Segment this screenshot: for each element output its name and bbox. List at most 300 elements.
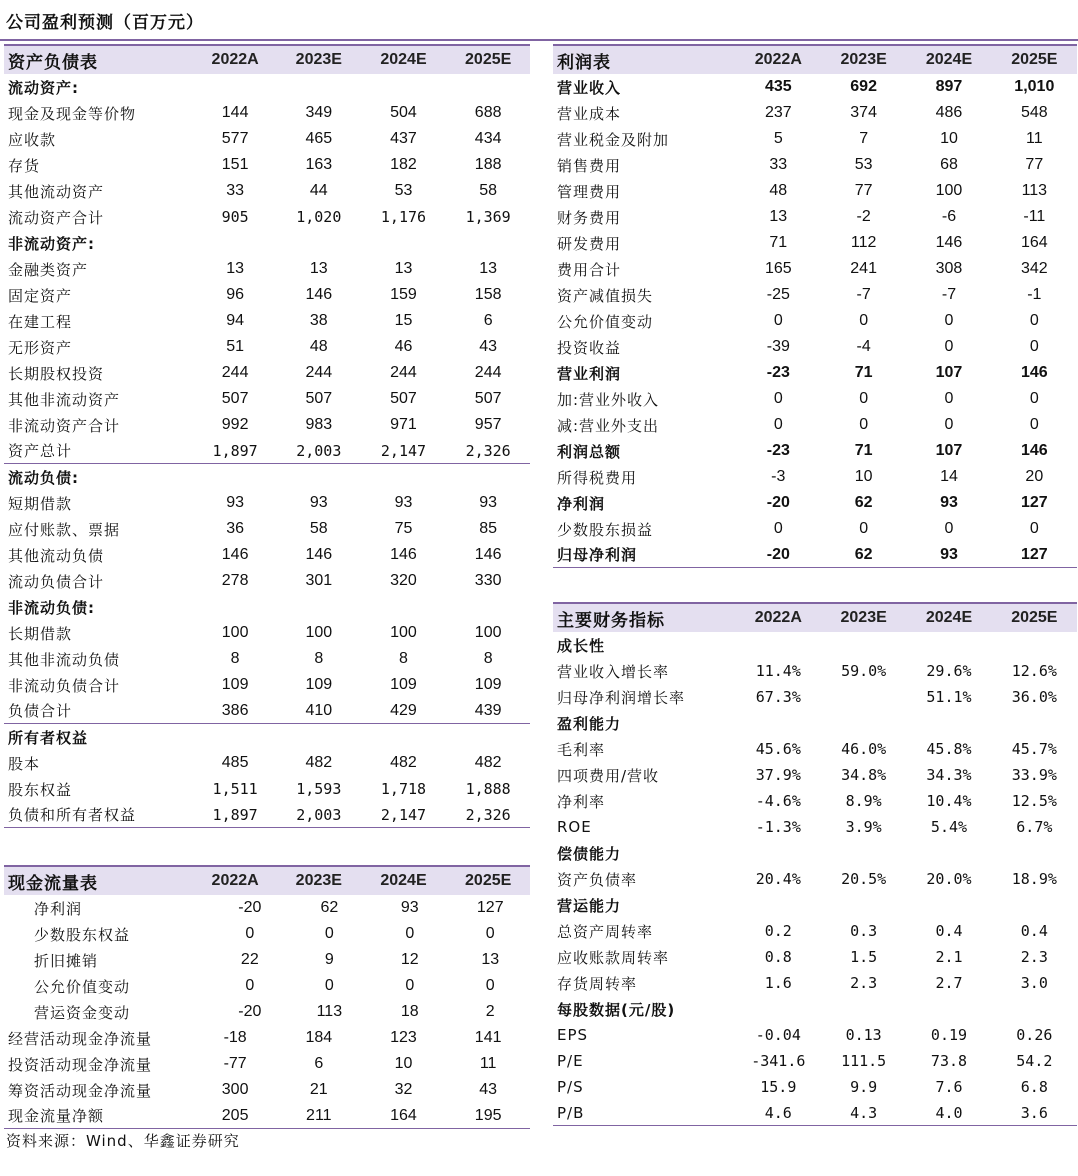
balance-sheet-header xyxy=(4,44,530,74)
row-label: 其他非流动负债 xyxy=(8,650,121,669)
cell-value: 0 xyxy=(1029,520,1039,537)
table-row xyxy=(553,412,1077,438)
cell-value: 465 xyxy=(305,130,333,147)
table-row xyxy=(4,802,530,828)
cell-value: 0 xyxy=(944,416,954,433)
table-row xyxy=(4,126,530,152)
cell-value: 0.4 xyxy=(1020,922,1048,940)
cell-value: 2,326 xyxy=(465,441,511,460)
cell-value: -20 xyxy=(766,494,790,511)
cell-value: 2,003 xyxy=(296,805,342,824)
cell-value: 374 xyxy=(850,104,877,121)
cell-value: 300 xyxy=(221,1081,249,1098)
cell-value: 5 xyxy=(773,130,783,147)
row-label: 筹资活动现金净流量 xyxy=(8,1081,153,1100)
cell-value: 410 xyxy=(305,701,333,719)
cell-value: 8 xyxy=(483,650,493,667)
row-label: 所有者权益 xyxy=(8,728,89,747)
cell-value: 2,003 xyxy=(296,441,342,460)
table-row xyxy=(553,490,1077,516)
row-label: ROE xyxy=(557,818,592,836)
cell-value: 93 xyxy=(309,494,328,511)
table-row xyxy=(4,386,530,412)
cell-value: 7 xyxy=(859,130,869,147)
table-row xyxy=(4,438,530,464)
cell-value: 93 xyxy=(940,545,958,563)
table-row xyxy=(553,204,1077,230)
row-label: 短期借款 xyxy=(8,494,73,513)
section-row xyxy=(553,840,1077,866)
cell-value: -3 xyxy=(771,468,786,485)
row-label: 股东权益 xyxy=(8,780,73,799)
income-statement-table xyxy=(553,44,1077,568)
cell-value: 107 xyxy=(935,442,963,459)
row-label: 净利率 xyxy=(557,792,606,811)
cell-value: 146 xyxy=(390,546,417,563)
cell-value: 1,010 xyxy=(1014,78,1055,95)
cell-value: 1,511 xyxy=(212,780,258,798)
cell-value: 58 xyxy=(309,520,328,537)
row-label: 现金及现金等价物 xyxy=(8,104,137,123)
row-label: 折旧摊销 xyxy=(34,951,99,970)
cell-value: 0 xyxy=(324,925,334,942)
section-row xyxy=(553,996,1077,1022)
cell-value: 278 xyxy=(221,572,249,589)
cell-value: 127 xyxy=(1020,545,1048,563)
table-row xyxy=(553,282,1077,308)
cell-value: 53 xyxy=(394,182,413,199)
cell-value: 29.6% xyxy=(926,662,972,680)
row-label: 流动资产: xyxy=(8,78,79,97)
table-row xyxy=(4,672,530,698)
row-label: 销售费用 xyxy=(557,156,622,175)
cell-value: 127 xyxy=(476,899,504,916)
cell-value: 67.3% xyxy=(755,688,801,706)
table-row xyxy=(553,74,1077,100)
cell-value: 308 xyxy=(935,260,963,277)
row-label: 所得税费用 xyxy=(557,468,638,487)
cell-value: 45.8% xyxy=(926,740,972,758)
cell-value: 0 xyxy=(324,977,334,994)
section-row xyxy=(553,892,1077,918)
table-row xyxy=(553,360,1077,386)
cell-value: 6.7% xyxy=(1016,818,1053,836)
section-row xyxy=(4,74,530,100)
cell-value: 146 xyxy=(935,234,963,251)
year-header: 2025E xyxy=(1011,609,1058,626)
cell-value: 0 xyxy=(485,977,495,994)
table-row xyxy=(553,970,1077,996)
cell-value: 94 xyxy=(226,312,245,329)
row-label: 营业利润 xyxy=(557,364,622,383)
cell-value: 3.6 xyxy=(1020,1103,1048,1122)
year-header: 2023E xyxy=(840,51,887,68)
cell-value: -20 xyxy=(238,1003,262,1020)
cell-value: 0.26 xyxy=(1016,1026,1053,1044)
cell-value: 33 xyxy=(769,156,788,173)
cash-flow-table xyxy=(4,865,530,1129)
cell-value: 1,593 xyxy=(296,780,342,798)
income-statement-title: 利润表 xyxy=(557,52,611,73)
row-label: 费用合计 xyxy=(557,260,622,279)
cell-value: 109 xyxy=(474,676,502,693)
cell-value: 45.7% xyxy=(1011,740,1057,758)
source-note: 资料来源：Wind、华鑫证券研究 xyxy=(6,1132,240,1150)
table-row xyxy=(4,620,530,646)
row-label: 投资活动现金净流量 xyxy=(8,1055,153,1074)
cell-value: 439 xyxy=(474,701,502,719)
cell-value: 0 xyxy=(859,312,869,329)
cell-value: 96 xyxy=(226,286,245,303)
row-label: 投资收益 xyxy=(557,338,622,357)
cell-value: 0 xyxy=(405,977,415,994)
cell-value: 692 xyxy=(850,78,877,95)
table-row xyxy=(553,684,1077,710)
cell-value: 71 xyxy=(769,234,788,251)
cell-value: 100 xyxy=(221,624,249,641)
cell-value: 342 xyxy=(1020,260,1048,277)
cell-value: 905 xyxy=(221,208,249,226)
cell-value: 4.0 xyxy=(935,1103,963,1122)
cell-value: 0 xyxy=(773,390,783,407)
cell-value: 6 xyxy=(314,1055,324,1072)
cell-value: 3.9% xyxy=(845,818,882,836)
cell-value: 146 xyxy=(1020,442,1048,459)
cell-value: 14 xyxy=(940,468,958,485)
cell-value: 146 xyxy=(1020,364,1048,381)
year-header: 2025E xyxy=(465,872,512,889)
cell-value: 107 xyxy=(935,364,963,381)
table-row xyxy=(4,1025,530,1051)
cell-value: 983 xyxy=(305,416,333,433)
row-label: 流动负债合计 xyxy=(8,572,105,591)
cell-value: 2.3 xyxy=(1020,948,1048,966)
section-row xyxy=(4,230,530,256)
cell-value: 1,897 xyxy=(212,805,258,824)
cell-value: 237 xyxy=(764,104,792,121)
row-label: EPS xyxy=(557,1026,589,1044)
table-row xyxy=(4,973,530,999)
table-row xyxy=(553,542,1077,568)
cell-value: 158 xyxy=(474,286,502,303)
cell-value: 971 xyxy=(390,416,417,433)
table-row xyxy=(553,386,1077,412)
row-label: P/S xyxy=(557,1078,584,1096)
year-header: 2025E xyxy=(1011,51,1058,68)
row-label: 偿债能力 xyxy=(557,844,622,863)
table-row xyxy=(4,360,530,386)
cell-value: 301 xyxy=(305,572,333,589)
cell-value: 13 xyxy=(226,260,245,277)
cell-value: 15 xyxy=(394,312,413,329)
table-row xyxy=(553,126,1077,152)
cell-value: -23 xyxy=(766,364,790,381)
row-label: 公允价值变动 xyxy=(34,977,131,996)
section-row xyxy=(553,632,1077,658)
table-row xyxy=(4,412,530,438)
cell-value: 20.0% xyxy=(926,870,972,888)
cell-value: 100 xyxy=(474,624,502,641)
cell-value: 0 xyxy=(485,925,495,942)
table-row xyxy=(4,516,530,542)
cell-value: 320 xyxy=(390,572,417,589)
cell-value: 8 xyxy=(399,650,408,667)
row-label: 应付账款、票据 xyxy=(8,520,121,539)
cell-value: 77 xyxy=(1025,156,1044,173)
cell-value: 20.5% xyxy=(841,870,887,888)
cell-value: -0.04 xyxy=(755,1026,801,1044)
cell-value: 37.9% xyxy=(755,766,801,784)
cell-value: 0 xyxy=(944,338,954,355)
cell-value: 33.9% xyxy=(1011,766,1057,784)
cell-value: 0 xyxy=(944,390,954,407)
row-label: 毛利率 xyxy=(557,740,606,759)
cell-value: 244 xyxy=(390,364,417,381)
table-row xyxy=(553,1074,1077,1100)
cell-value: 109 xyxy=(305,676,333,693)
cell-value: 18.9% xyxy=(1011,870,1057,888)
cell-value: -20 xyxy=(238,899,262,916)
table-row xyxy=(4,282,530,308)
cell-value: -4 xyxy=(856,338,871,355)
cell-value: 113 xyxy=(1021,182,1048,199)
cell-value: 0 xyxy=(773,520,783,537)
cell-value: 127 xyxy=(1020,494,1048,511)
row-label: 归母净利润增长率 xyxy=(557,688,686,707)
row-label: 财务费用 xyxy=(557,208,622,227)
row-label: 应收款 xyxy=(8,130,57,149)
table-row xyxy=(553,1100,1077,1126)
table-row xyxy=(4,308,530,334)
table-row xyxy=(4,178,530,204)
section-row xyxy=(4,594,530,620)
cell-value: 482 xyxy=(305,754,333,771)
cell-value: -1 xyxy=(1027,286,1042,303)
cell-value: 504 xyxy=(390,104,417,121)
income-statement-header xyxy=(553,44,1077,74)
cell-value: 51.1% xyxy=(926,688,972,706)
row-label: P/B xyxy=(557,1103,585,1122)
row-label: 少数股东损益 xyxy=(557,520,654,539)
table-row xyxy=(4,100,530,126)
cell-value: 1,369 xyxy=(465,208,511,226)
table-row xyxy=(553,658,1077,684)
row-label: 归母净利润 xyxy=(557,546,638,564)
cell-value: 688 xyxy=(474,104,502,121)
row-label: 净利润 xyxy=(557,494,606,513)
table-row xyxy=(4,646,530,672)
cell-value: 109 xyxy=(221,676,249,693)
table-row xyxy=(553,918,1077,944)
cell-value: 146 xyxy=(474,546,502,563)
cell-value: 1,176 xyxy=(380,208,427,226)
table-row xyxy=(553,736,1077,762)
cell-value: 46 xyxy=(394,338,413,355)
cell-value: 146 xyxy=(305,286,333,303)
cell-value: 548 xyxy=(1020,104,1048,121)
row-label: 成长性 xyxy=(557,636,606,655)
cell-value: 93 xyxy=(400,899,419,916)
table-row xyxy=(4,895,530,921)
cell-value: 4.6 xyxy=(764,1103,792,1122)
row-label: 营业收入增长率 xyxy=(557,662,670,681)
balance-sheet-title: 资产负债表 xyxy=(8,52,98,73)
cell-value: 5.4% xyxy=(930,818,968,836)
table-row xyxy=(553,1048,1077,1074)
cell-value: 12 xyxy=(400,951,419,968)
table-row xyxy=(4,204,530,230)
cell-value: 2.3 xyxy=(850,974,878,992)
row-label: 营业收入 xyxy=(557,78,622,97)
page-title: 公司盈利预测（百万元） xyxy=(6,13,204,33)
cell-value: 1.6 xyxy=(764,974,792,992)
cell-value: 8 xyxy=(314,650,324,667)
table-row xyxy=(4,698,530,724)
cell-value: -39 xyxy=(766,338,790,355)
cell-value: 195 xyxy=(474,1106,502,1124)
cell-value: 144 xyxy=(221,104,249,121)
year-header: 2024E xyxy=(925,51,973,68)
table-row xyxy=(553,308,1077,334)
table-row xyxy=(553,464,1077,490)
cell-value: 10 xyxy=(940,130,958,147)
cell-value: 123 xyxy=(390,1029,417,1046)
row-label: 资产减值损失 xyxy=(557,286,654,305)
row-label: 其他流动负债 xyxy=(8,546,105,565)
year-header: 2024E xyxy=(380,872,427,889)
cell-value: 151 xyxy=(221,156,249,173)
year-header: 2024E xyxy=(925,609,973,626)
row-label: 资产总计 xyxy=(8,442,73,460)
cell-value: 188 xyxy=(474,156,502,173)
key-indicators-header xyxy=(553,602,1077,632)
row-label: 长期股权投资 xyxy=(8,364,105,383)
cell-value: 93 xyxy=(394,494,413,511)
cell-value: -11 xyxy=(1023,208,1046,225)
cell-value: 330 xyxy=(474,572,502,589)
row-label: 非流动资产: xyxy=(8,234,95,253)
cell-value: 8.9% xyxy=(845,792,882,810)
cell-value: 2,147 xyxy=(380,441,427,460)
cell-value: 73.8 xyxy=(930,1052,968,1070)
row-label: 营业成本 xyxy=(557,104,622,123)
row-label: 营业税金及附加 xyxy=(557,130,670,149)
cell-value: 2,147 xyxy=(380,805,427,824)
cell-value: 182 xyxy=(390,156,417,173)
cell-value: 0 xyxy=(773,312,783,329)
row-label: P/E xyxy=(557,1052,584,1070)
cell-value: -341.6 xyxy=(751,1052,806,1070)
cell-value: 9.9 xyxy=(850,1078,878,1096)
cell-value: 15.9 xyxy=(760,1078,797,1096)
cell-value: 4.3 xyxy=(850,1103,878,1122)
cell-value: 9 xyxy=(324,951,334,968)
cell-value: 10 xyxy=(394,1055,413,1072)
year-header: 2023E xyxy=(840,609,887,626)
cell-value: -23 xyxy=(766,442,790,459)
cell-value: 13 xyxy=(394,260,413,277)
cell-value: 434 xyxy=(474,130,502,147)
cell-value: 141 xyxy=(474,1029,502,1046)
row-label: 负债和所有者权益 xyxy=(8,806,137,824)
cell-value: 0.3 xyxy=(850,922,878,940)
row-label: 股本 xyxy=(8,754,41,773)
cell-value: 13 xyxy=(309,260,328,277)
row-label: 存货周转率 xyxy=(557,974,638,993)
cell-value: 349 xyxy=(305,104,333,121)
cell-value: 46.0% xyxy=(841,740,887,758)
cell-value: 507 xyxy=(305,390,333,407)
cell-value: 10.4% xyxy=(926,792,972,810)
table-row xyxy=(4,999,530,1025)
cell-value: 113 xyxy=(316,1003,343,1020)
cell-value: 1,020 xyxy=(296,208,342,226)
cell-value: 0 xyxy=(859,390,869,407)
row-label: 现金流量净额 xyxy=(8,1107,105,1125)
title-divider xyxy=(0,39,1078,41)
cell-value: 93 xyxy=(479,494,498,511)
row-label: 每股数据(元/股) xyxy=(557,1000,676,1019)
table-row xyxy=(4,256,530,282)
cell-value: 159 xyxy=(390,286,417,303)
cell-value: 22 xyxy=(240,951,259,968)
row-label: 应收账款周转率 xyxy=(557,948,670,967)
cell-value: -7 xyxy=(856,286,871,303)
row-label: 营运能力 xyxy=(557,896,622,915)
table-row xyxy=(553,788,1077,814)
section-row xyxy=(4,464,530,490)
cell-value: 164 xyxy=(390,1106,417,1124)
cell-value: 0 xyxy=(1029,312,1039,329)
cell-value: 53 xyxy=(854,156,873,173)
row-label: 减:营业外支出 xyxy=(557,416,660,435)
table-row xyxy=(553,100,1077,126)
cell-value: 0 xyxy=(1029,416,1039,433)
cell-value: 109 xyxy=(390,676,417,693)
cell-value: 897 xyxy=(935,78,963,95)
row-label: 管理费用 xyxy=(557,182,622,201)
table-row xyxy=(4,490,530,516)
cell-value: -4.6% xyxy=(755,792,801,810)
table-row xyxy=(553,230,1077,256)
cell-value: 386 xyxy=(221,701,249,719)
cell-value: 485 xyxy=(221,754,249,771)
cell-value: 36.0% xyxy=(1011,688,1057,706)
table-row xyxy=(4,776,530,802)
cell-value: 12.6% xyxy=(1011,662,1057,680)
table-row xyxy=(553,866,1077,892)
table-row xyxy=(4,334,530,360)
cell-value: 241 xyxy=(850,260,877,277)
section-row xyxy=(553,710,1077,736)
cell-value: -6 xyxy=(941,208,957,225)
cell-value: 0 xyxy=(859,520,869,537)
cell-value: 112 xyxy=(850,234,877,251)
cell-value: 1,718 xyxy=(380,780,427,798)
cell-value: 3.0 xyxy=(1020,974,1048,992)
cell-value: 75 xyxy=(394,520,413,537)
cell-value: 164 xyxy=(1020,234,1048,251)
cell-value: -77 xyxy=(223,1055,247,1072)
cell-value: 77 xyxy=(854,182,873,199)
row-label: 加:营业外收入 xyxy=(557,390,660,409)
table-row xyxy=(4,542,530,568)
cell-value: 11 xyxy=(1026,130,1043,147)
cell-value: 0.8 xyxy=(764,948,792,966)
cell-value: 244 xyxy=(474,364,502,381)
cell-value: 0.19 xyxy=(930,1026,968,1044)
cell-value: 36 xyxy=(226,520,245,537)
